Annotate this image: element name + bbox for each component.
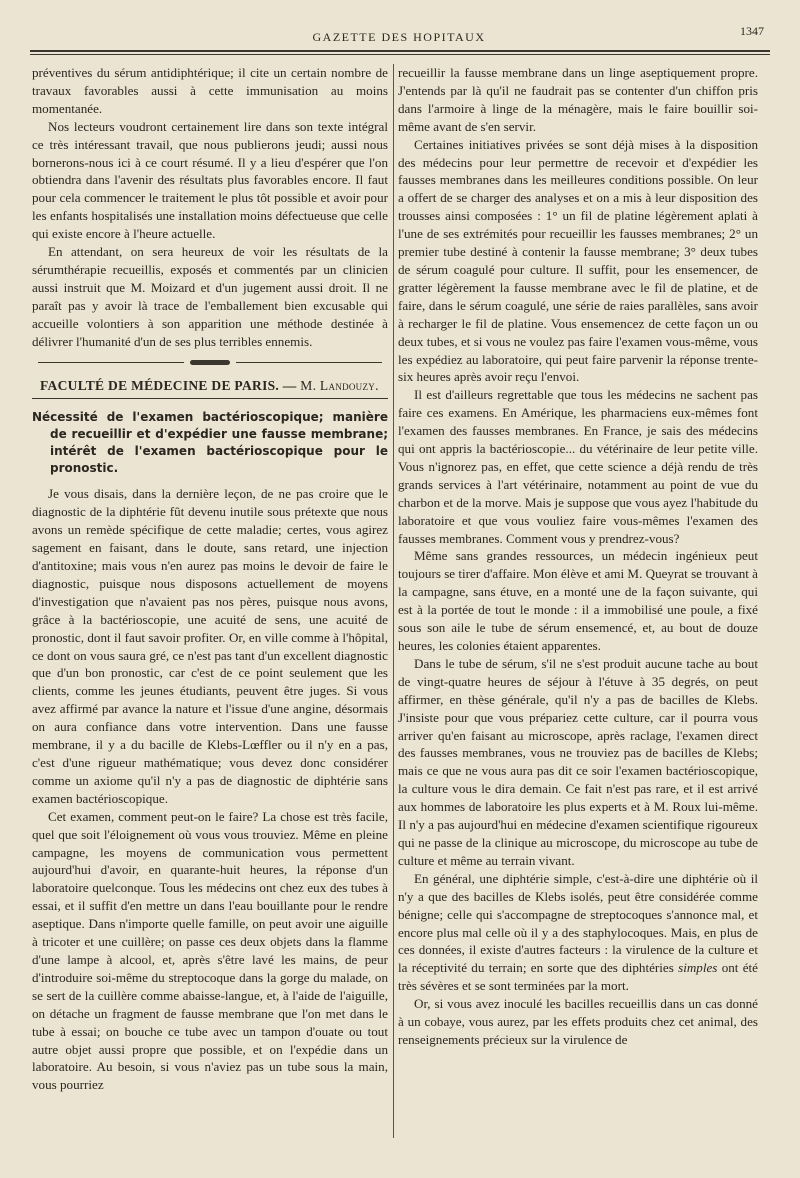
paragraph: Certaines initiatives privées se sont déjà mises à la disposition des médecins pour leur permettre de recevoir et d'expédier les fausses membranes dans les meilleures conditions possible. On leur a offert de se charger des analyses et on a mis à leur disposition des trousses ainsi composées : 1° un fil de platine légèrement aplati à l'une de ses extrémités pour recueillir les fausses membranes; 2° un premier tube destiné à contenir la fausse membrane; 3° deux tubes de sérum coagulé pour culture. Il suffit, pour les ensemencer, de gratter légèrement la fausse membrane avec le fil de platine, et de faire, dans le sérum coagulé, une série de raies parallèles, sans avoir à recharger le fil de platine. Vous ensemencez de cette façon un ou deux tubes, et si vous ne voulez pas faire l'examen vous-même, vous les expédiez au laboratoire, qui peut faire parvenir la réponse trente-six heures après avoir reçu l'envoi. (398, 136, 758, 385)
section-rule (32, 398, 388, 399)
section-heading (40, 377, 388, 395)
column-divider (393, 64, 394, 1138)
paragraph: Dans le tube de sérum, s'il ne s'est produit aucune tache au bout de vingt-quatre heures de séjour à l'étuve à 35 degrés, on peut affirmer, en thèse générale, qu'il n'y a pas de bacilles de Klebs. J'insiste pour que vous prépariez cette culture, car il pourra vous arriver qu'en faisant au microscope, après raclage, l'examen direct des fausses membranes, vous ne trouviez pas de bacilles de Klebs; mais ce que ne vous aura pas dit ce soir l'examen bactérioscopique, la culture vous le dira demain. Ce fait n'est pas rare, et il est arrivé aux hommes de laboratoire les plus experts et à M. Roux lui-même. Il n'y a pas aujourd'hui en médecine d'examen scientifique rigoureux qui ne passe de la clinique au microscope, du microscope au tube de culture et même au terrain vivant. (398, 655, 758, 868)
paragraph: Même sans grandes ressources, un médecin ingénieux peut toujours se tirer d'affaire. Mon élève et ami M. Queyrat se trouvant à la campagne, sans étuve, en a monté une de la façon suivante, qui est à la portée de tout le monde : il a immobilisé une poule, a fixé sous son aile le tube de sérum ensemencé, et, au bout de douze heures, les colonies étaient apparentes. (398, 548, 758, 653)
section-title: FACULTÉ DE MÉDECINE DE PARIS. — (40, 377, 297, 393)
paragraph: Il est d'ailleurs regrettable que tous les médecins ne sachent pas faire ces examens. En Amérique, les pharmaciens eux-mêmes font l'examen des fausses membranes. En France, je sais des médecins qui ont appris la bactérioscopie... du vétérinaire de leur petite ville. Vous n'ignorez pas, en effet, que cette science a déjà rendu de très grands services à l'art vétérinaire, notamment au point de vue du charbon et de la morve. Mais je suppose que vous ayez l'habitude du laboratoire et que vous vouliez faire vous-mêmes l'examen des fausses membranes. Comment vous y prendrez-vous? (398, 387, 758, 546)
paragraph: En attendant, on sera heureux de voir les résultats de la sérumthérapie recueillis, exposés et commentés par un clinicien aussi instruit que M. Moizard et d'un jugement aussi droit. Il ne paraît pas y avoir là trace de l'emballement bien excusable qui accueille volontiers à son apparition une méthode destinée à délivrer l'humanité d'un de ses plus terribles ennemis. (32, 244, 388, 349)
lecture-title: Nécessité de l'examen bactérioscopique; manière de recueillir et d'expédier une fausse membrane; intérêt de l'examen bactérioscopique pour le pronostic. (32, 410, 388, 476)
left-column (32, 64, 388, 1150)
ornament-icon (190, 360, 230, 365)
paragraph: Je vous disais, dans la dernière leçon, de ne pas croire que le diagnostic de la diphtérie fût devenu inutile sous prétexte que nous avons un remède spécifique de cette maladie; certes, vous agirez sagement en faisant, dans le doute, sans retard, une injection d'antitoxine; mais vous n'en aurez pas moins le devoir de faire le diagnostic, puisque nous disposons actuellement de moyens d'investigation que n'avaient pas nos pères, puisque nous avons, grâce à la bactérioscopie, une acuité de sens, une acuité de pronostic, dont il faut savoir profiter. Or, en ville comme à l'hôpital, ce dont on vous saura gré, ce n'est pas tant d'un excellent diagnostic que d'un bon pronostic, car c'est de ce point seulement que les clients, comme les jeunes étudiants, peuvent être juges. Si vous avez affirmé par avance la nature et l'issue d'une angine, désormais on aura confiance dans votre intervention. Dans une fausse membrane, il y a du bacille de Klebs-Lœffler ou il n'y en a pas, c'est d'une rigueur mathématique; vous devez donc considérer comme un axiome qu'il n'y a pas de diagnostic de diphtérie sans examen bactérioscopique. (32, 486, 388, 806)
section-author: M. Landouzy. (300, 377, 379, 393)
paragraph: Or, si vous avez inoculé les bacilles recueillis dans un cas donné à un cobaye, vous aurez, par les effets produits chez cet animal, des renseignements précieux sur la virulence de (398, 996, 758, 1047)
paragraph: Cet examen, comment peut-on le faire? La chose est très facile, quel que soit l'éloignement où vous vous trouviez. Même en pleine campagne, les moyens de communication vous permettent aujourd'hui d'avoir, en quarante-huit heures, la réponse d'un laboratoire quelconque. Tous les médecins ont chez eux des tubes à essai, et il suffit d'en mettre un dans l'eau bouillante pour le rendre aseptique. Dans n'importe quelle famille, on peut avoir une aiguille à tricoter et une cuillère; on passe ces deux objets dans la flamme d'une lampe à alcool, et, après s'être lavé les mains, de peur d'introduire soi-même du streptocoque dans la gorge du malade, on se sert de la cuillère comme abaisse-langue, et, à l'aide de l'aiguille, on détache un fragment de fausse membrane que l'on met dans le tube à essai; on bouche ce tube avec un tampon d'ouate ou tout autre objet aussi propre que possible, et on l'expédie dans un laboratoire. Au besoin, si vous n'aviez pas un tube sous la main, vous pourriez (32, 808, 388, 1093)
header-rule-thin (30, 54, 770, 55)
header-rule (30, 50, 770, 52)
paragraph: recueillir la fausse membrane dans un linge aseptiquement propre. J'entends par là qu'il ne faudrait pas se contenter d'un chiffon pris dans l'armoire à linge de la ménagère, mais le faire bouillir soi-même avant de s'en servir. (398, 65, 758, 134)
page-number: 1347 (740, 24, 764, 38)
right-column (398, 64, 758, 1150)
paragraph: Nos lecteurs voudront certainement lire dans son texte intégral ce très intéressant travail, que nous publierons jeudi; aussi nous bornerons-nous ici à ce court résumé. Il y a lieu d'espérer que l'on obtiendra dans l'avenir des résultats plus favorables encore. Il faut pour cela commencer le traitement le plus tôt possible et avoir pour les enfants hospitalisés une installation moins défectueuse que celle qui existe encore à l'heure actuelle. (32, 118, 388, 242)
paragraph: préventives du sérum antidiphtérique; il cite un certain nombre de travaux favorables aussi à cette immunisation au moins momentanée. (32, 65, 388, 116)
emphasis: simples (678, 960, 718, 976)
ornamental-rule (32, 359, 388, 367)
running-head (30, 22, 768, 48)
paragraph: En général, une diphtérie simple, c'est-à-dire une diphtérie où il n'y a que des bacilles de Klebs isolés, peut être considérée comme bénigne; celle qui s'accompagne de streptocoques s'annonce mal, et encore plus mal celle où il y a des staphylocoques. Mais, en plus de ces données, il existe d'autres facteurs : la virulence de la culture et la réceptivité du terrain; en sorte que des diphtéries simples ont été très sévères et se sont terminées par la mort. (398, 870, 758, 994)
journal-title: GAZETTE DES HOPITAUX (312, 30, 486, 44)
